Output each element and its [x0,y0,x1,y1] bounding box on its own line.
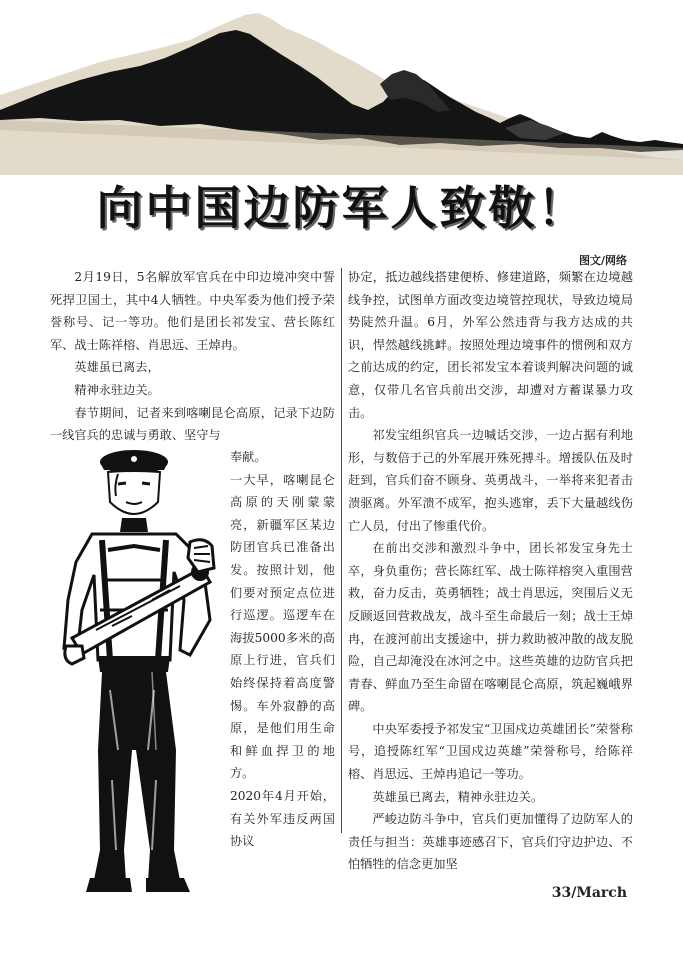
article-paragraph: 英雄虽已离去，精神永驻边关。 [372,789,544,804]
article-column-right [348,266,633,876]
photo-text-credit: 图文/网络 [578,254,627,267]
page-number: 33/March [551,885,627,901]
article-paragraph: 祁发宝组织官兵一边喊话交涉，一边占据有利地形，与数倍于己的外军展开殊死搏斗。增援队伍及时赶到，官兵们奋不顾身、英勇战斗，一举将来犯者击溃驱离。外军溃不成军，抱头逃窜，丢下大量越线伤亡人员，付出了惨重代价。 [348,428,633,533]
page-title: 向中国边防军人致敬！ [96,181,587,235]
soldier-woodcut-illustration [52,450,227,905]
mountain-banner-illustration [0,0,683,175]
column-divider [341,268,342,833]
article-paragraph: 中央军委授予祁发宝“卫国戍边英雄团长”荣誉称号，追授陈红军“卫国戍边英雄”荣誉称号，给陈祥榕、肖思远、王焯冉追记一等功。 [348,721,633,782]
article-side-text: 奉献。 一大早，喀喇昆仑高原的天刚蒙蒙亮，新疆军区某边防团官兵已准备出发。按照计划，他们要对预定点位进行巡逻。巡逻车在海拔5000多米的高原上行进，官兵们始终保持着高度警惕。车外寂静的高原，是他们用生命和鲜血捍卫的地方。 2020年4月开始，有关外军违反两国协议 [230,450,335,849]
article-paragraph: 精神永驻边关。 [74,382,160,397]
article-column-left-side [230,446,335,853]
article-paragraph: 英雄虽已离去， [74,360,160,375]
article-paragraph: 协定，抵边越线搭建便桥、修建道路，频繁在边境越线争控，试图单方面改变边境管控现状，导致边境局势陡然升温。6月，外军公然违背与我方达成的共识，悍然越线挑衅。按照处理边境事件的惯例和双方之前达成的约定，团长祁发宝本着谈判解决问题的诚意，仅带几名官兵前出交涉，却遭对方蓄谋暴力攻击。 [348,270,633,420]
article-column-left-top [50,266,335,447]
article-paragraph: 春节期间，记者来到喀喇昆仑高原，记录下边防一线官兵的忠诚与勇敢、坚守与 [50,405,335,443]
article-paragraph: 2月19日，5名解放军官兵在中印边境冲突中誓死捍卫国土，其中4人牺牲。中央军委为他们授予荣誉称号、记一等功。他们是团长祁发宝、营长陈红军、战士陈祥榕、肖思远、王焯冉。 [50,270,335,352]
article-paragraph: 在前出交涉和激烈斗争中，团长祁发宝身先士卒，身负重伤；营长陈红军、战士陈祥榕突入重围营救，奋力反击，英勇牺牲；战士肖思远，突围后义无反顾返回营救战友，战斗至生命最后一刻；战士王焯冉，在渡河前出支援途中，拼力救助被冲散的战友脱险，自己却淹没在冰河之中。这些英雄的边防官兵把青春、鲜血乃至生命留在喀喇昆仑高原，筑起巍峨界碑。 [348,541,633,714]
article-paragraph: 严峻边防斗争中，官兵们更加懂得了边防军人的责任与担当：英雄事迹感召下，官兵们守边护边、不怕牺牲的信念更加坚 [348,812,633,872]
